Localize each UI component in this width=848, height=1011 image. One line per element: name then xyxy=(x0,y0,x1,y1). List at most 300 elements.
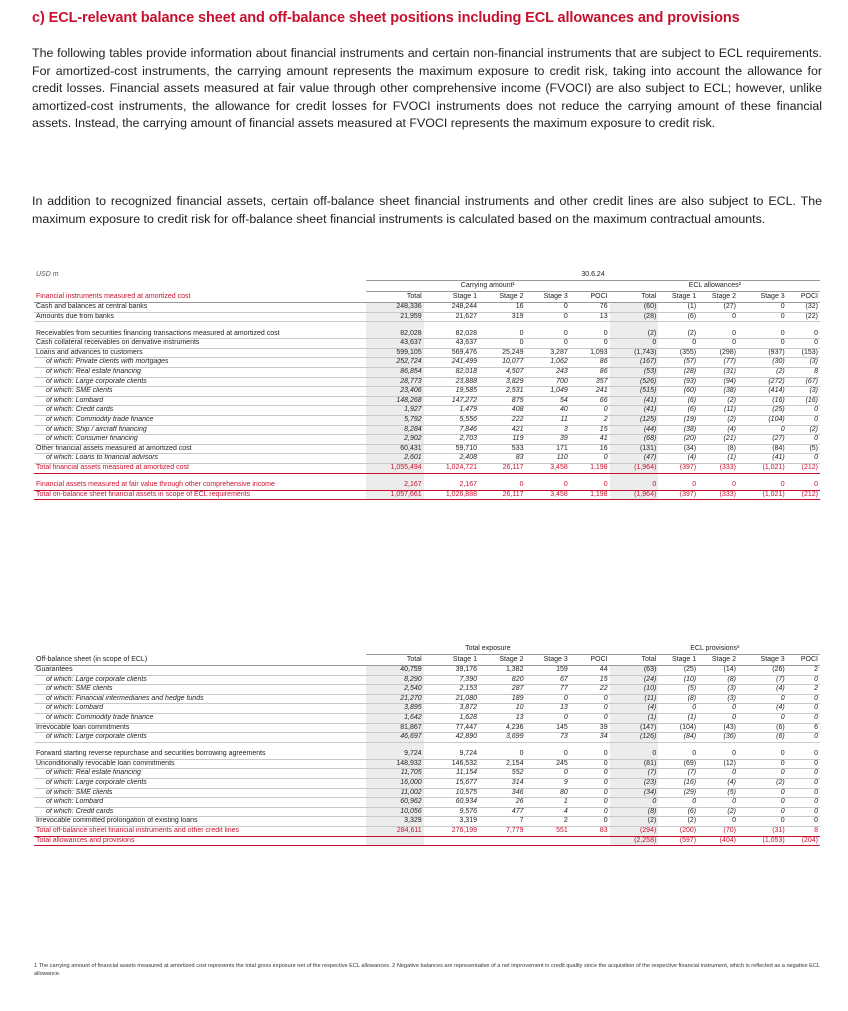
cell-value: (167) xyxy=(610,358,659,368)
table-row xyxy=(34,415,820,425)
cell-value: 241 xyxy=(570,387,610,397)
cell-value: (397) xyxy=(658,463,698,473)
cell-value: (57) xyxy=(658,358,698,368)
cell-value xyxy=(525,836,569,846)
cell-value: 8 xyxy=(787,367,820,377)
cell-value: 252,724 xyxy=(366,358,424,368)
reporting-date: 30.6.24 xyxy=(366,270,820,281)
cell-value: 0 xyxy=(738,425,787,435)
table-row xyxy=(34,778,820,788)
cell-value: (38) xyxy=(658,425,698,435)
cell-value: 0 xyxy=(738,303,787,313)
cell-value: (16) xyxy=(787,396,820,406)
cell-value: 2,601 xyxy=(366,454,424,464)
cell-value: 1,479 xyxy=(424,406,479,416)
on-balance-ecl-table xyxy=(34,270,820,500)
cell-value: (31) xyxy=(738,826,787,836)
cell-value: 9,724 xyxy=(366,742,424,759)
cell-value: 147,272 xyxy=(424,396,479,406)
cell-value: 82,028 xyxy=(366,322,424,339)
row-label: Other financial assets measured at amortized cost xyxy=(34,444,366,454)
cell-value: (60) xyxy=(610,303,659,313)
cell-value: 0 xyxy=(570,454,610,464)
cell-value: 0 xyxy=(525,312,569,322)
row-label: of which: Real estate financing xyxy=(34,769,366,779)
cell-value: 0 xyxy=(698,769,738,779)
cell-value: 0 xyxy=(570,788,610,798)
row-label: Total on-balance sheet financial assets in scope of ECL requirements xyxy=(34,490,366,500)
cell-value: (2) xyxy=(698,396,738,406)
cell-value: 0 xyxy=(610,798,659,808)
column-header: Stage 3 xyxy=(738,292,787,303)
cell-value: 0 xyxy=(610,339,659,349)
cell-value: (1,743) xyxy=(610,348,659,358)
cell-value: 0 xyxy=(787,733,820,743)
cell-value: 0 xyxy=(570,817,610,827)
cell-value: (1,021) xyxy=(738,463,787,473)
cell-value: 10 xyxy=(479,704,525,714)
table-row xyxy=(34,759,820,769)
cell-value: (32) xyxy=(787,303,820,313)
cell-value: (7) xyxy=(658,769,698,779)
table-row xyxy=(34,713,820,723)
cell-value: (77) xyxy=(698,358,738,368)
cell-value: 83 xyxy=(479,454,525,464)
cell-value: (4) xyxy=(738,704,787,714)
cell-value: (2) xyxy=(610,322,659,339)
row-label: Financial assets measured at fair value through other comprehensive income xyxy=(34,473,366,490)
cell-value: (25) xyxy=(658,666,698,676)
cell-value: 569,476 xyxy=(424,348,479,358)
cell-value: 46,697 xyxy=(366,733,424,743)
cell-value: 3,829 xyxy=(479,377,525,387)
cell-value: 7,390 xyxy=(424,675,479,685)
cell-value: 11,154 xyxy=(424,769,479,779)
off-balance-ecl-table xyxy=(34,644,820,846)
cell-value: (27) xyxy=(698,303,738,313)
cell-value: 5,792 xyxy=(366,415,424,425)
cell-value: 0 xyxy=(525,322,569,339)
cell-value: (2) xyxy=(610,817,659,827)
table-row xyxy=(34,454,820,464)
cell-value: 21,270 xyxy=(366,694,424,704)
column-header: Stage 1 xyxy=(658,655,698,666)
cell-value: 9,724 xyxy=(424,742,479,759)
table-row xyxy=(34,406,820,416)
cell-value: 0 xyxy=(525,339,569,349)
cell-value: 11 xyxy=(525,415,569,425)
cell-value: (153) xyxy=(787,348,820,358)
cell-value: (3) xyxy=(787,387,820,397)
row-label: of which: Large corporate clients xyxy=(34,778,366,788)
cell-value: (81) xyxy=(610,759,659,769)
cell-value: 21,959 xyxy=(366,312,424,322)
column-header: Stage 3 xyxy=(525,292,569,303)
cell-value: (3) xyxy=(787,358,820,368)
cell-value xyxy=(366,836,424,846)
column-header: Stage 1 xyxy=(658,292,698,303)
cell-value: 0 xyxy=(658,704,698,714)
cell-value: 0 xyxy=(738,807,787,817)
cell-value: 0 xyxy=(787,713,820,723)
row-label: of which: Large corporate clients xyxy=(34,675,366,685)
column-header: POCI xyxy=(787,655,820,666)
cell-value: (1,021) xyxy=(738,490,787,500)
cell-value: (515) xyxy=(610,387,659,397)
row-label: of which: Financial intermediaries and hedge funds xyxy=(34,694,366,704)
table-row xyxy=(34,769,820,779)
cell-value: (1) xyxy=(658,713,698,723)
cell-value: (27) xyxy=(738,435,787,445)
cell-value: 0 xyxy=(698,798,738,808)
row-label: of which: SME clients xyxy=(34,685,366,695)
cell-value: 0 xyxy=(525,769,569,779)
cell-value: 9 xyxy=(525,778,569,788)
row-label: Total financial assets measured at amortized cost xyxy=(34,463,366,473)
cell-value: 408 xyxy=(479,406,525,416)
cell-value: 34 xyxy=(570,733,610,743)
cell-value: 2,531 xyxy=(479,387,525,397)
cell-value xyxy=(479,836,525,846)
cell-value: 86,854 xyxy=(366,367,424,377)
cell-value: 81,867 xyxy=(366,723,424,733)
cell-value: (1) xyxy=(698,454,738,464)
cell-value: 2,154 xyxy=(479,759,525,769)
cell-value: 0 xyxy=(738,713,787,723)
cell-value: 77,447 xyxy=(424,723,479,733)
row-label: Guarantees xyxy=(34,666,366,676)
cell-value: 0 xyxy=(698,312,738,322)
column-header: Total xyxy=(610,655,659,666)
table-row xyxy=(34,322,820,339)
row-label: Unconditionally revocable loan commitments xyxy=(34,759,366,769)
cell-value: 54 xyxy=(525,396,569,406)
cell-value: (125) xyxy=(610,415,659,425)
cell-value: 0 xyxy=(738,322,787,339)
off-balance-paragraph: In addition to recognized financial assets, certain off-balance sheet financial instruments and other credit lines are also subject to ECL. The maximum exposure to credit risk for off-balance sheet financial instruments is calculated based on the maximum contractual amounts. xyxy=(32,194,822,226)
cell-value: (12) xyxy=(698,759,738,769)
cell-value: 0 xyxy=(610,473,659,490)
cell-value: 0 xyxy=(738,798,787,808)
cell-value: 10,575 xyxy=(424,788,479,798)
cell-value: (1) xyxy=(658,303,698,313)
cell-value: 3,319 xyxy=(424,817,479,827)
cell-value: 0 xyxy=(787,807,820,817)
cell-value: 22 xyxy=(570,685,610,695)
row-label: of which: Commodity trade finance xyxy=(34,713,366,723)
cell-value: 82,028 xyxy=(424,322,479,339)
cell-value: 13 xyxy=(479,713,525,723)
cell-value: 1,055,494 xyxy=(366,463,424,473)
cell-value: 421 xyxy=(479,425,525,435)
table-row xyxy=(34,425,820,435)
cell-value: 0 xyxy=(525,713,569,723)
cell-value: (43) xyxy=(698,723,738,733)
row-label: of which: Credit cards xyxy=(34,406,366,416)
cell-value: (212) xyxy=(787,463,820,473)
row-label: of which: Commodity trade finance xyxy=(34,415,366,425)
cell-value: (4) xyxy=(698,425,738,435)
cell-value: 6 xyxy=(787,723,820,733)
table-row xyxy=(34,367,820,377)
column-header: Stage 2 xyxy=(479,292,525,303)
cell-value: 0 xyxy=(698,339,738,349)
cell-value: (2) xyxy=(698,415,738,425)
cell-value: 59,710 xyxy=(424,444,479,454)
cell-value: 2 xyxy=(525,817,569,827)
cell-value: (93) xyxy=(658,377,698,387)
cell-value: (41) xyxy=(738,454,787,464)
cell-value: (8) xyxy=(610,807,659,817)
cell-value: 42,890 xyxy=(424,733,479,743)
table-row xyxy=(34,704,820,714)
cell-value: (1,053) xyxy=(738,836,787,846)
cell-value: 1,198 xyxy=(570,463,610,473)
cell-value: 1,024,721 xyxy=(424,463,479,473)
cell-value: 110 xyxy=(525,454,569,464)
cell-value: (8) xyxy=(698,675,738,685)
cell-value: (22) xyxy=(787,312,820,322)
cell-value: 0 xyxy=(658,473,698,490)
cell-value: (5) xyxy=(787,444,820,454)
cell-value: 599,105 xyxy=(366,348,424,358)
cell-value: 26,117 xyxy=(479,490,525,500)
table-row xyxy=(34,348,820,358)
cell-value: 2,167 xyxy=(366,473,424,490)
cell-value: (2) xyxy=(787,425,820,435)
cell-value: 0 xyxy=(787,778,820,788)
cell-value: 2,167 xyxy=(424,473,479,490)
cell-value: (355) xyxy=(658,348,698,358)
cell-value: 9,576 xyxy=(424,807,479,817)
cell-value: (4) xyxy=(658,454,698,464)
cell-value: 23,888 xyxy=(424,377,479,387)
row-label: of which: Private clients with mortgages xyxy=(34,358,366,368)
cell-value: (26) xyxy=(738,666,787,676)
cell-value: 0 xyxy=(738,694,787,704)
column-header: Stage 2 xyxy=(479,655,525,666)
cell-value: 13 xyxy=(570,312,610,322)
off-balance-ecl-table-body xyxy=(34,644,820,846)
cell-value: 4 xyxy=(525,807,569,817)
t1-column-header-row xyxy=(34,292,820,303)
cell-value: 0 xyxy=(787,704,820,714)
cell-value: 0 xyxy=(479,742,525,759)
cell-value: 28,773 xyxy=(366,377,424,387)
column-header: Stage 1 xyxy=(424,292,479,303)
column-header: POCI xyxy=(570,292,610,303)
cell-value: 0 xyxy=(787,322,820,339)
cell-value: 145 xyxy=(525,723,569,733)
cell-value: (53) xyxy=(610,367,659,377)
table-row xyxy=(34,685,820,695)
cell-value: 0 xyxy=(525,303,569,313)
row-label: of which: Large corporate clients xyxy=(34,377,366,387)
cell-value: 0 xyxy=(698,817,738,827)
cell-value: 0 xyxy=(738,339,787,349)
cell-value: 0 xyxy=(787,406,820,416)
row-label: of which: Real estate financing xyxy=(34,367,366,377)
cell-value: (11) xyxy=(698,406,738,416)
table-row xyxy=(34,694,820,704)
cell-value: (2) xyxy=(738,778,787,788)
cell-value: 1,026,888 xyxy=(424,490,479,500)
cell-value: (41) xyxy=(610,406,659,416)
cell-value: (21) xyxy=(698,435,738,445)
cell-value: (126) xyxy=(610,733,659,743)
table-row xyxy=(34,675,820,685)
cell-value: 7 xyxy=(479,817,525,827)
cell-value: 0 xyxy=(570,406,610,416)
cell-value: 21,080 xyxy=(424,694,479,704)
cell-value: 245 xyxy=(525,759,569,769)
cell-value: (24) xyxy=(610,675,659,685)
cell-value: 0 xyxy=(738,473,787,490)
cell-value: 7,846 xyxy=(424,425,479,435)
column-header: Stage 2 xyxy=(698,292,738,303)
cell-value: 533 xyxy=(479,444,525,454)
cell-value: (11) xyxy=(610,694,659,704)
table-row xyxy=(34,788,820,798)
cell-value: 0 xyxy=(525,473,569,490)
cell-value: (63) xyxy=(610,666,659,676)
cell-value: 4,236 xyxy=(479,723,525,733)
cell-value: (19) xyxy=(658,415,698,425)
cell-value: (1,964) xyxy=(610,463,659,473)
cell-value: 43,637 xyxy=(424,339,479,349)
cell-value: 3,895 xyxy=(366,704,424,714)
cell-value: (84) xyxy=(738,444,787,454)
cell-value: 319 xyxy=(479,312,525,322)
cell-value: 0 xyxy=(479,339,525,349)
cell-value: (38) xyxy=(698,387,738,397)
cell-value: (200) xyxy=(658,826,698,836)
cell-value: (60) xyxy=(658,387,698,397)
cell-value: (2) xyxy=(658,322,698,339)
row-label: Total allowances and provisions xyxy=(34,836,366,846)
cell-value: (414) xyxy=(738,387,787,397)
t2-column-header-row xyxy=(34,655,820,666)
column-header: Stage 2 xyxy=(698,655,738,666)
column-header: POCI xyxy=(570,655,610,666)
cell-value: 2 xyxy=(570,415,610,425)
cell-value: 16 xyxy=(570,444,610,454)
cell-value: 0 xyxy=(570,798,610,808)
cell-value: 39 xyxy=(570,723,610,733)
cell-value: (28) xyxy=(610,312,659,322)
cell-value: (28) xyxy=(658,367,698,377)
row-label: Irrevocable loan commitments xyxy=(34,723,366,733)
cell-value: (333) xyxy=(698,463,738,473)
on-balance-ecl-table-body xyxy=(34,270,820,500)
cell-value: 0 xyxy=(658,742,698,759)
cell-value: 0 xyxy=(570,742,610,759)
cell-value: (10) xyxy=(610,685,659,695)
cell-value: 1,927 xyxy=(366,406,424,416)
column-header: Total xyxy=(366,655,424,666)
carrying-amount-header: Carrying amount¹ xyxy=(366,281,610,292)
cell-value: 10,077 xyxy=(479,358,525,368)
cell-value: 67 xyxy=(525,675,569,685)
column-header: Stage 1 xyxy=(424,655,479,666)
cell-value: 0 xyxy=(570,759,610,769)
table-row xyxy=(34,807,820,817)
table-row xyxy=(34,339,820,349)
cell-value: 11,705 xyxy=(366,769,424,779)
cell-value: 39 xyxy=(525,435,569,445)
cell-value: 16 xyxy=(479,303,525,313)
table-row xyxy=(34,723,820,733)
total-exposure-header: Total exposure xyxy=(366,644,610,655)
cell-value: (333) xyxy=(698,490,738,500)
row-label: of which: Loans to financial advisors xyxy=(34,454,366,464)
row-label: of which: SME clients xyxy=(34,788,366,798)
cell-value: 2,408 xyxy=(424,454,479,464)
row-label: Loans and advances to customers xyxy=(34,348,366,358)
table-row xyxy=(34,666,820,676)
row-label: of which: Large corporate clients xyxy=(34,733,366,743)
cell-value: 0 xyxy=(738,788,787,798)
cell-value: 43,637 xyxy=(366,339,424,349)
cell-value: (2) xyxy=(738,367,787,377)
cell-value: 40 xyxy=(525,406,569,416)
cell-value: 314 xyxy=(479,778,525,788)
cell-value: (34) xyxy=(658,444,698,454)
cell-value: 287 xyxy=(479,685,525,695)
cell-value: 77 xyxy=(525,685,569,695)
cell-value: 1,198 xyxy=(570,490,610,500)
cell-value: 1,057,661 xyxy=(366,490,424,500)
table-row xyxy=(34,733,820,743)
cell-value: 0 xyxy=(570,473,610,490)
cell-value: (70) xyxy=(698,826,738,836)
cell-value: 23,406 xyxy=(366,387,424,397)
row-label: of which: Credit cards xyxy=(34,807,366,817)
cell-value: (6) xyxy=(738,733,787,743)
cell-value: 276,199 xyxy=(424,826,479,836)
cell-value: 0 xyxy=(570,769,610,779)
cell-value: 40,759 xyxy=(366,666,424,676)
table-row xyxy=(34,435,820,445)
cell-value: (4) xyxy=(738,685,787,695)
cell-value: 0 xyxy=(479,322,525,339)
cell-value: 8 xyxy=(787,826,820,836)
cell-value: 1,062 xyxy=(525,358,569,368)
cell-value: 0 xyxy=(570,694,610,704)
cell-value: 60,431 xyxy=(366,444,424,454)
column-header: POCI xyxy=(787,292,820,303)
cell-value: 477 xyxy=(479,807,525,817)
unit-label: USD m xyxy=(36,271,59,279)
table-row xyxy=(34,303,820,313)
cell-value: (212) xyxy=(787,490,820,500)
cell-value: 0 xyxy=(787,798,820,808)
cell-value: 248,244 xyxy=(424,303,479,313)
cell-value: 0 xyxy=(738,759,787,769)
section-title: c) ECL-relevant balance sheet and off-balance sheet positions including ECL allowances and provisions xyxy=(32,10,740,26)
column-header: Stage 3 xyxy=(738,655,787,666)
cell-value: 11,002 xyxy=(366,788,424,798)
cell-value: (298) xyxy=(698,348,738,358)
table-row xyxy=(34,490,820,500)
cell-value: 7,779 xyxy=(479,826,525,836)
cell-value: 3,329 xyxy=(366,817,424,827)
cell-value: 3,458 xyxy=(525,463,569,473)
cell-value: (272) xyxy=(738,377,787,387)
cell-value: 0 xyxy=(787,817,820,827)
cell-value: 44 xyxy=(570,666,610,676)
cell-value: (404) xyxy=(698,836,738,846)
